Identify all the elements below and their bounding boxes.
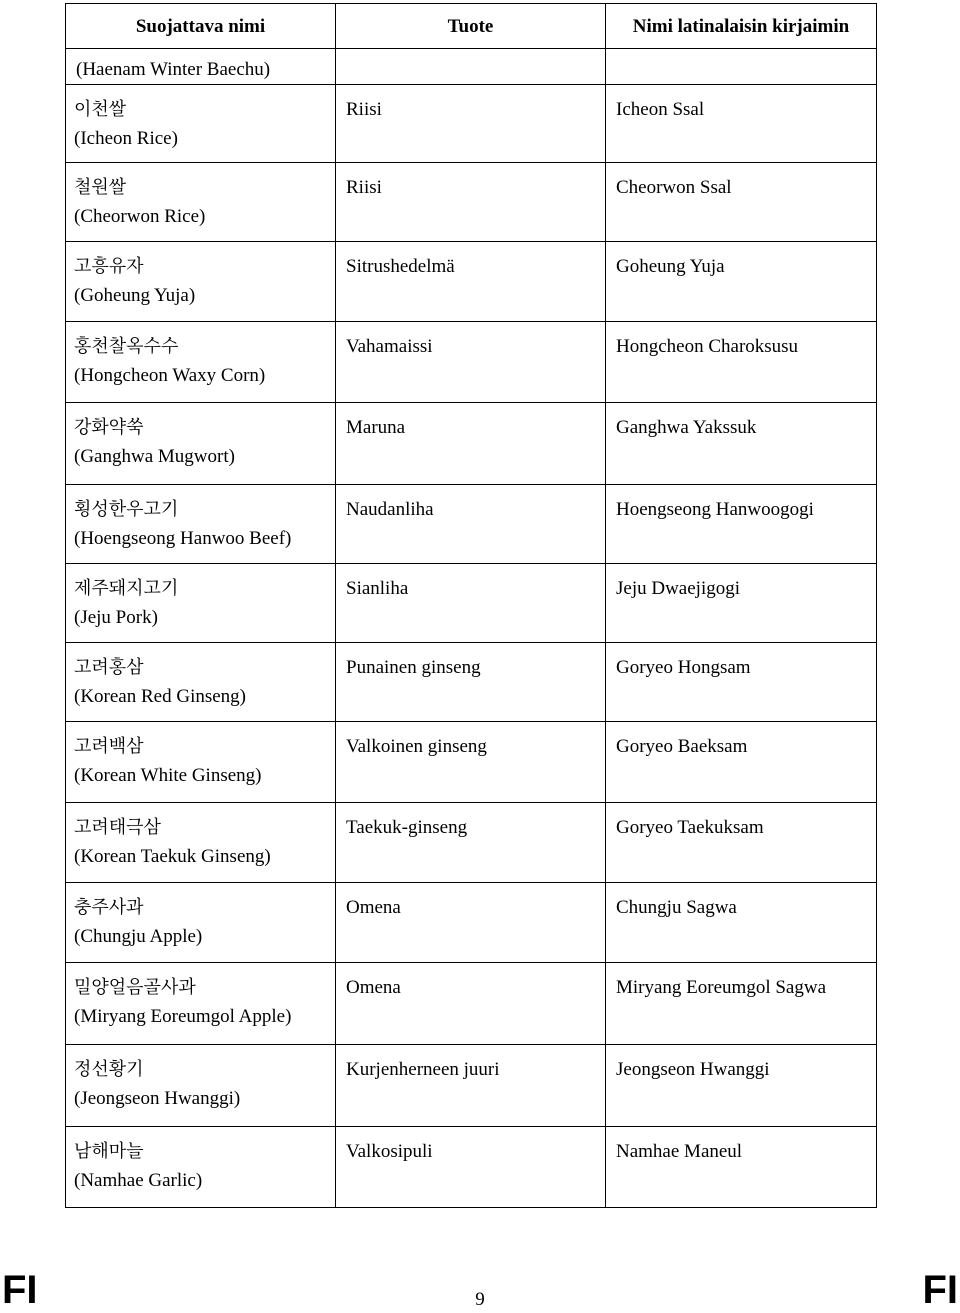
table-row [66, 883, 877, 963]
table-row [66, 564, 877, 643]
protected-name-cell [66, 85, 336, 163]
product-cell [336, 883, 606, 963]
latin-name: Goryeo Hongsam [616, 657, 751, 678]
latin-name: Goryeo Baeksam [616, 736, 748, 757]
product-cell [336, 242, 606, 322]
english-name: (Korean Red Ginseng) [74, 686, 247, 707]
latin-name: Hongcheon Charoksusu [616, 336, 799, 357]
product-name: Sianliha [346, 578, 409, 599]
latin-name-cell [606, 1045, 877, 1127]
table-header-row [66, 4, 877, 49]
latin-name-cell [606, 883, 877, 963]
product-cell [336, 85, 606, 163]
latin-name: Chungju Sagwa [616, 897, 737, 918]
korean-name: 충주사과 [74, 897, 144, 918]
product-cell [336, 403, 606, 485]
korean-name: 이천쌀 [74, 99, 127, 120]
latin-name: Icheon Ssal [616, 99, 705, 120]
continued-product-cell [336, 49, 606, 85]
product-name: Riisi [346, 177, 382, 198]
latin-name: Miryang Eoreumgol Sagwa [616, 977, 827, 998]
table-row [66, 85, 877, 163]
latin-name-cell [606, 322, 877, 403]
product-name: Taekuk-ginseng [346, 817, 468, 838]
protected-name-cell [66, 403, 336, 485]
protected-name-cell [66, 963, 336, 1045]
product-name: Sitrushedelmä [346, 256, 455, 277]
latin-name-cell [606, 1127, 877, 1208]
korean-name: 고려홍삼 [74, 657, 144, 678]
table-row [66, 485, 877, 564]
latin-name-cell [606, 163, 877, 242]
korean-name: 횡성한우고기 [74, 499, 179, 520]
header-protected-name: Suojattava nimi [66, 4, 336, 49]
product-name: Vahamaissi [346, 336, 433, 357]
korean-name: 정선황기 [74, 1059, 144, 1080]
latin-name: Jeongseon Hwanggi [616, 1059, 770, 1080]
protected-name-cell [66, 1127, 336, 1208]
table-row [66, 163, 877, 242]
continued-name: (Haenam Winter Baechu) [76, 59, 271, 80]
product-name: Omena [346, 977, 401, 998]
protected-name-cell [66, 803, 336, 883]
korean-name: 고려태극삼 [74, 817, 161, 838]
english-name: (Jeju Pork) [74, 607, 158, 628]
protected-name-cell [66, 485, 336, 564]
latin-name: Namhae Maneul [616, 1141, 743, 1162]
table-row [66, 643, 877, 722]
korean-name: 밀양얼음골사과 [74, 977, 196, 998]
korean-name: 고흥유자 [74, 256, 144, 277]
protected-name-cell [66, 722, 336, 803]
korean-name: 남해마늘 [74, 1141, 144, 1162]
english-name: (Jeongseon Hwanggi) [74, 1088, 241, 1109]
english-name: (Goheung Yuja) [74, 285, 196, 306]
korean-name: 철원쌀 [74, 177, 127, 198]
protected-name-cell [66, 163, 336, 242]
product-name: Omena [346, 897, 401, 918]
english-name: (Korean White Ginseng) [74, 765, 262, 786]
english-name: (Icheon Rice) [74, 128, 178, 149]
english-name: (Ganghwa Mugwort) [74, 446, 235, 467]
english-name: (Cheorwon Rice) [74, 206, 206, 227]
english-name: (Hongcheon Waxy Corn) [74, 365, 266, 386]
protected-name-cell [66, 564, 336, 643]
geographical-indications-table [65, 3, 877, 1208]
korean-name: 강화약쑥 [74, 417, 144, 438]
page-number: 9 [475, 1289, 485, 1310]
product-name: Riisi [346, 99, 382, 120]
footer-language-left: FI [2, 1268, 38, 1312]
protected-name-cell [66, 242, 336, 322]
footer-language-right: FI [922, 1268, 958, 1312]
header-latin-name: Nimi latinalaisin kirjaimin [606, 4, 877, 49]
product-cell [336, 485, 606, 564]
product-name: Maruna [346, 417, 406, 438]
product-cell [336, 1045, 606, 1127]
korean-name: 고려백삼 [74, 736, 144, 757]
latin-name-cell [606, 643, 877, 722]
protected-name-cell [66, 322, 336, 403]
english-name: (Namhae Garlic) [74, 1170, 203, 1191]
latin-name-cell [606, 722, 877, 803]
table-row [66, 322, 877, 403]
product-name: Kurjenherneen juuri [346, 1059, 500, 1080]
table-row-continued [66, 49, 877, 85]
header-product: Tuote [336, 4, 606, 49]
product-cell [336, 803, 606, 883]
table-row [66, 963, 877, 1045]
latin-name: Cheorwon Ssal [616, 177, 732, 198]
continued-latin-cell [606, 49, 877, 85]
product-name: Naudanliha [346, 499, 434, 520]
latin-name-cell [606, 485, 877, 564]
latin-name-cell [606, 963, 877, 1045]
product-name: Punainen ginseng [346, 657, 481, 678]
table-row [66, 403, 877, 485]
table-body [66, 49, 877, 1208]
table-row [66, 803, 877, 883]
continued-name-cell [66, 49, 336, 85]
protected-name-cell [66, 883, 336, 963]
product-cell [336, 722, 606, 803]
table-row [66, 242, 877, 322]
english-name: (Korean Taekuk Ginseng) [74, 846, 271, 867]
product-cell [336, 1127, 606, 1208]
table-row [66, 722, 877, 803]
latin-name-cell [606, 85, 877, 163]
korean-name: 홍천찰옥수수 [74, 336, 179, 357]
table-row [66, 1045, 877, 1127]
latin-name: Goheung Yuja [616, 256, 725, 277]
protected-name-cell [66, 1045, 336, 1127]
latin-name-cell [606, 242, 877, 322]
latin-name-cell [606, 564, 877, 643]
latin-name: Jeju Dwaejigogi [616, 578, 741, 599]
latin-name: Goryeo Taekuksam [616, 817, 764, 838]
english-name: (Chungju Apple) [74, 926, 203, 947]
korean-name: 제주돼지고기 [74, 578, 179, 599]
product-name: Valkosipuli [346, 1141, 433, 1162]
table-row [66, 1127, 877, 1208]
product-cell [336, 963, 606, 1045]
english-name: (Miryang Eoreumgol Apple) [74, 1006, 292, 1027]
product-cell [336, 322, 606, 403]
product-cell [336, 163, 606, 242]
latin-name-cell [606, 403, 877, 485]
protected-name-cell [66, 643, 336, 722]
latin-name: Ganghwa Yakssuk [616, 417, 757, 438]
latin-name-cell [606, 803, 877, 883]
product-cell [336, 564, 606, 643]
product-name: Valkoinen ginseng [346, 736, 487, 757]
product-cell [336, 643, 606, 722]
latin-name: Hoengseong Hanwoogogi [616, 499, 814, 520]
english-name: (Hoengseong Hanwoo Beef) [74, 528, 292, 549]
